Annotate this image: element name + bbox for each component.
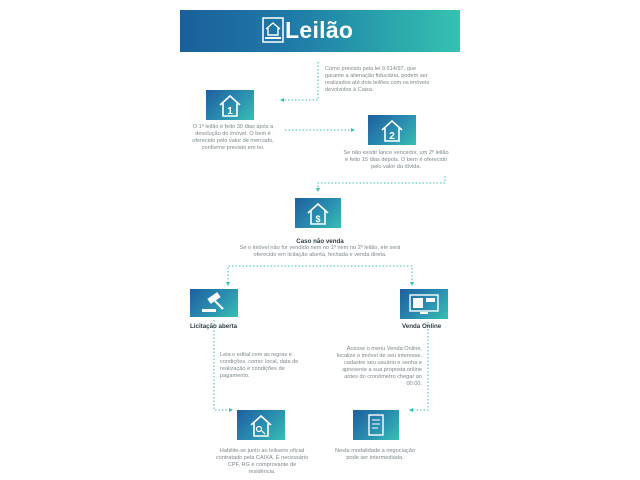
online-box	[400, 289, 448, 319]
computer-icon	[400, 289, 448, 319]
open-bid-text1: Leia o edital com as regras e condições, como: local, data de realização e condições de pagamento.	[220, 352, 299, 379]
open-bid-title: Licitação aberta	[190, 323, 238, 330]
step2-badge: 2	[389, 131, 395, 142]
open-bid-box	[190, 289, 238, 317]
title-banner	[180, 10, 460, 52]
no-sale-box	[295, 198, 341, 228]
step2-box	[368, 115, 416, 145]
house-2-icon	[368, 115, 416, 145]
house-dollar-icon	[295, 198, 341, 228]
step1-text: O 1º leilão é feito 30 dias após a devolução do imóvel. O bem é oferecido pelo valor de mercado, conforme previsto em lei.	[192, 124, 274, 151]
gavel-icon	[190, 289, 238, 317]
auction-house-icon	[262, 17, 284, 43]
open-bid-text2: Habilite-se junto ao leiloeiro oficial contratado pela CAIXA. É necessário CPF, RG e comprovante de residência.	[215, 448, 309, 475]
document-icon	[353, 410, 399, 440]
house-1-icon	[206, 90, 254, 120]
step2-text: Se não existir lance vencedor, um 2º leilão é feito 15 dias depois. O bem é oferecido pelo valor da dívida.	[343, 150, 449, 170]
step1-badge: 1	[227, 106, 233, 117]
online-text2: Nesta modalidade a negociação pode ser intermediada.	[335, 448, 415, 461]
no-sale-text: Se o imóvel não for vendido nem no 1º nem no 2º leilão, ele será oferecido em licitação aberta, fechada e venda direta.	[239, 245, 401, 258]
page-title: Leilão	[285, 17, 354, 43]
intro-text: Como previsto pela lei 9.514/97, que garante a alienação fiduciária, podem ser realizados até dois leilões com os imóveis devolvidos à Caixa.	[325, 66, 430, 93]
house-key-icon	[237, 410, 285, 440]
online-title: Venda Online	[402, 323, 442, 330]
svg-text:$: $	[315, 214, 321, 224]
step1-box	[206, 90, 254, 120]
open-bid-step2-box	[237, 410, 285, 440]
online-step2-box	[353, 410, 399, 440]
no-sale-title: Caso não venda	[296, 238, 344, 245]
online-text1: Acesse o menu Venda Online, localize o imóvel de seu interesse, cadastre seu usuário e senha e apresente a sua proposta online antes do cronômetro chegar ao 00:00.	[336, 346, 422, 387]
